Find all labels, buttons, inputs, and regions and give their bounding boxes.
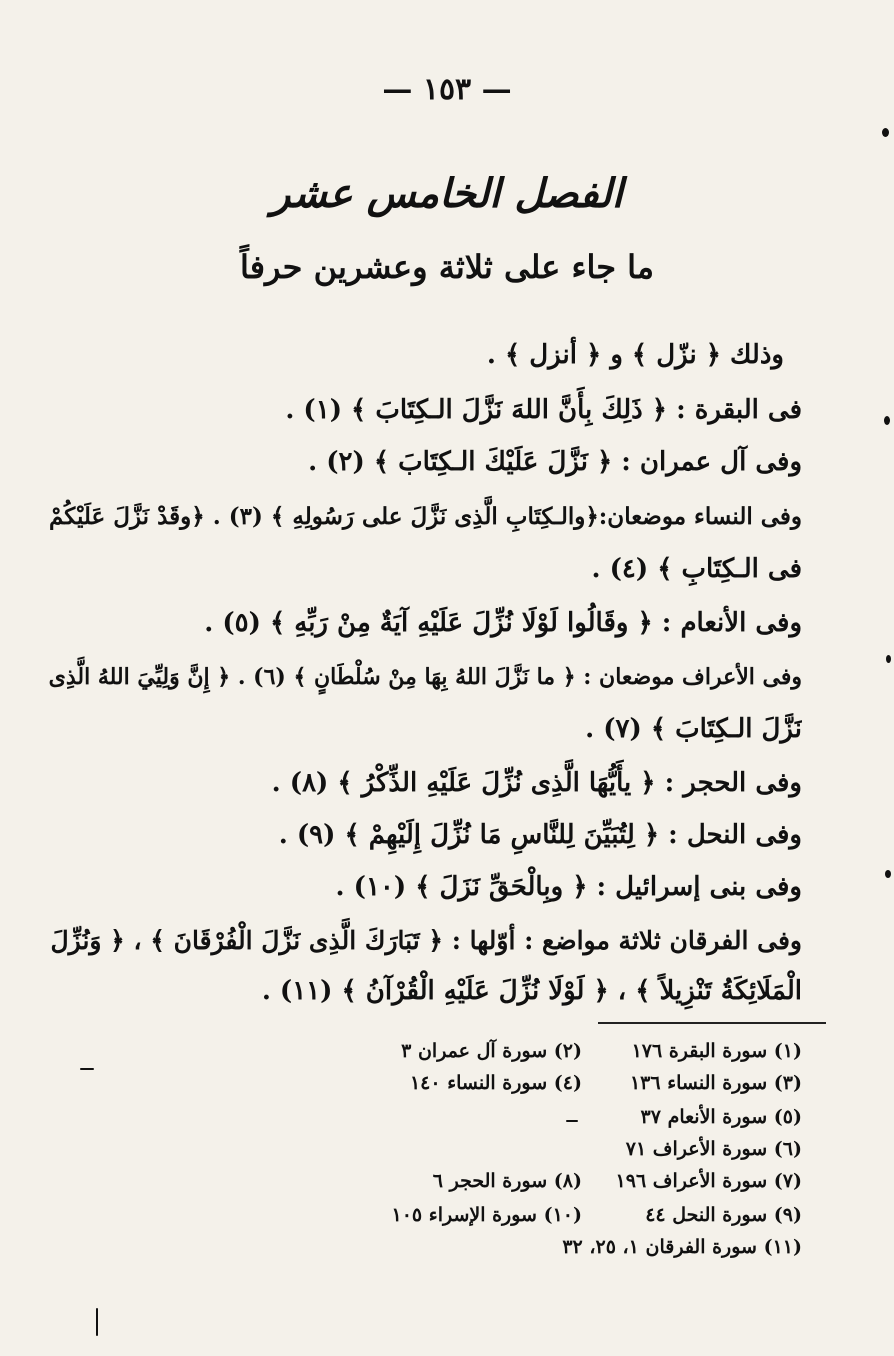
body-line: وذلك ﴿ نزّل ﴾ و ﴿ أنزل ﴾ .: [486, 340, 784, 370]
footnote: (١١) سورة الفرقان ١، ٢٥، ٣٢: [562, 1236, 802, 1258]
chapter-title: الفصل الخامس عشر: [271, 170, 623, 217]
body-line: وفى النساء موضعان:﴿والـكِتَابِ الَّذِى نَزَّلَ على رَسُولِهِ ﴾ (٣) . ﴿وقَدْ نَزَّلَ عَلَيْكُمْ: [48, 503, 802, 530]
footnote: (٣) سورة النساء ١٣٦: [629, 1072, 802, 1094]
scan-speck: [884, 416, 890, 425]
chapter-subtitle: ما جاء على ثلاثة وعشرين حرفاً: [239, 248, 655, 286]
body-line: وفى آل عمران : ﴿ نَزَّلَ عَلَيْكَ الـكِتَابَ ﴾ (٢) .: [308, 447, 802, 477]
scan-speck: [885, 870, 891, 878]
scan-speck: [566, 1120, 578, 1122]
scan-speck: [80, 1068, 94, 1070]
body-line: وفى بنى إسرائيل : ﴿ وبِالْحَقِّ نَزَلَ ﴾ (١٠) .: [335, 872, 802, 902]
footnote: (٤) سورة النساء ١٤٠: [409, 1072, 582, 1094]
body-line: وفى النحل : ﴿ لِتُبَيِّنَ لِلنَّاسِ مَا نُزِّلَ إِلَيْهِمْ ﴾ (٩) .: [278, 820, 802, 850]
footnote: (٦) سورة الأعراف ٧١: [625, 1138, 802, 1160]
body-line: وفى الأنعام : ﴿ وقَالُوا لَوْلَا نُزِّلَ عَلَيْهِ آيَةٌ مِنْ رَبِّهِ ﴾ (٥) .: [204, 608, 802, 638]
page-number: — ١٥٣ —: [382, 72, 512, 107]
footnote: (١٠) سورة الإسراء ١٠٥: [391, 1204, 582, 1226]
footnote-divider: [598, 1022, 826, 1024]
footnote: (٨) سورة الحجر ٦: [432, 1170, 582, 1192]
body-line: وفى الحجر : ﴿ يأَيُّهَا الَّذِى نُزِّلَ عَلَيْهِ الذِّكْرُ ﴾ (٨) .: [271, 768, 802, 798]
body-line: فى البقرة : ﴿ ذَلِكَ بِأَنَّ اللهَ نَزَّلَ الـكِتَابَ ﴾ (١) .: [285, 395, 802, 425]
footnote: (٧) سورة الأعراف ١٩٦: [615, 1170, 802, 1192]
scan-speck: [96, 1308, 98, 1336]
body-line: الْمَلَائِكَةُ تَنْزِيلاً ﴾ ، ﴿ لَوْلَا نُزِّلَ عَلَيْهِ الْقُرْآنُ ﴾ (١١) .: [261, 976, 802, 1006]
scan-speck: [882, 128, 889, 137]
footnote: (٥) سورة الأنعام ٣٧: [640, 1106, 802, 1128]
body-line: فى الـكِتَابِ ﴾ (٤) .: [591, 554, 802, 584]
body-line: وفى الأعراف موضعان : ﴿ ما نَزَّلَ اللهُ بِهَا مِنْ سُلْطَانٍ ﴾ (٦) . ﴿ إِنَّ وَلِيِّيَ اللهُ الَّذِى: [48, 664, 802, 690]
scan-speck: [886, 655, 891, 663]
footnote: (٢) سورة آل عمران ٣: [401, 1040, 582, 1062]
footnote: (١) سورة البقرة ١٧٦: [631, 1040, 802, 1062]
footnote: (٩) سورة النحل ٤٤: [645, 1204, 802, 1226]
body-line: نَزَّلَ الـكِتَابَ ﴾ (٧) .: [585, 714, 802, 744]
body-line: وفى الفرقان ثلاثة مواضع : أوّلها : ﴿ تَبَارَكَ الَّذِى نَزَّلَ الْفُرْقَانَ ﴾ ، ﴿ وَنُزِّلَ: [50, 926, 802, 955]
